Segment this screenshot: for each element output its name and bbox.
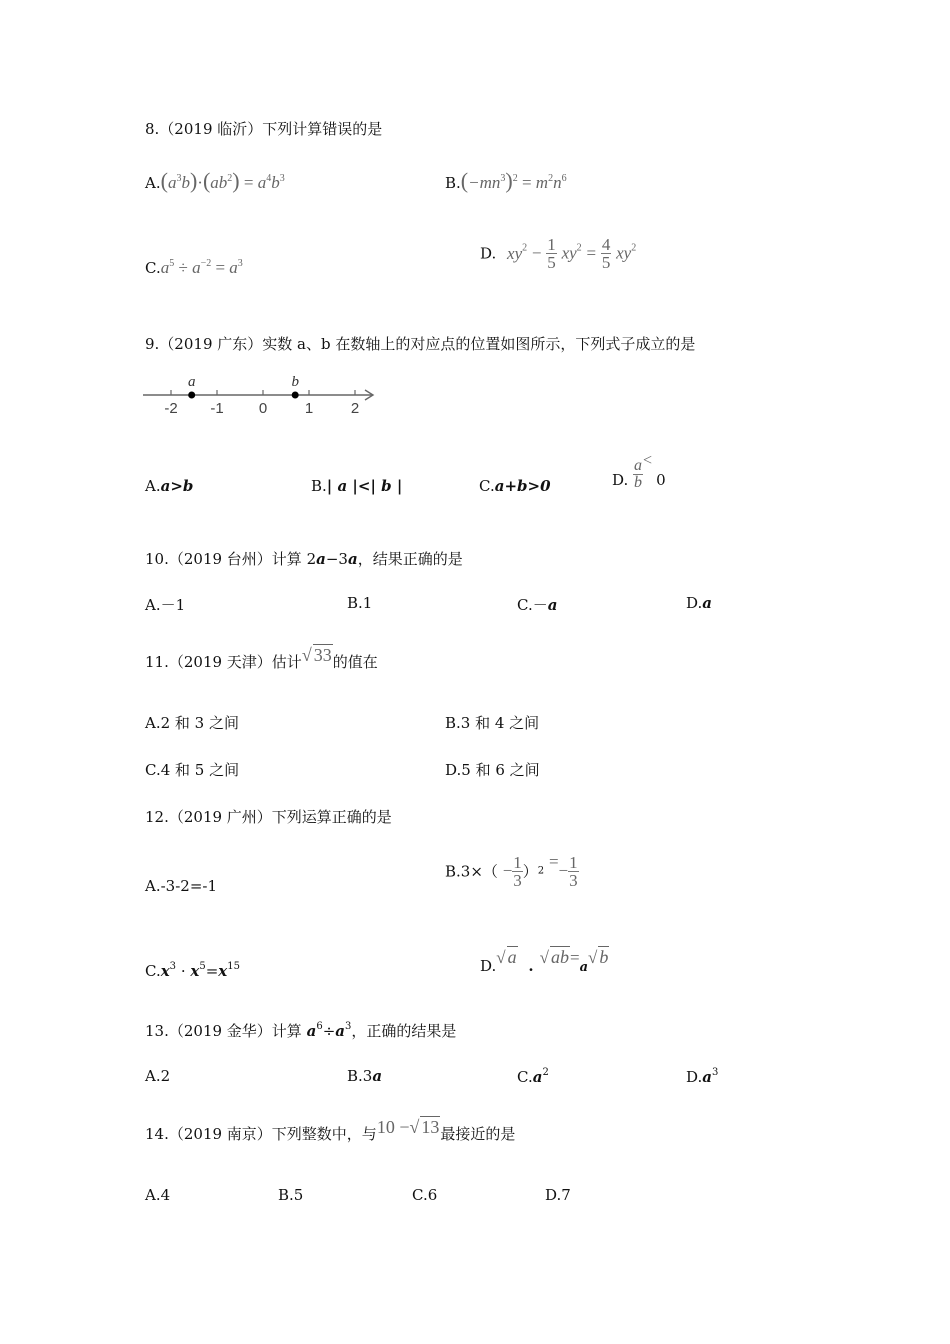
q10-option-d[interactable]: D.a bbox=[686, 594, 712, 612]
q9-d-label: D. bbox=[612, 471, 629, 489]
axis-tick-label: 1 bbox=[304, 400, 314, 417]
axis-tick-label: 0 bbox=[258, 400, 268, 417]
q13-option-b[interactable]: B.3a bbox=[347, 1067, 383, 1085]
q12-stem: 12.（2019 广州）下列运算正确的是 bbox=[145, 808, 392, 826]
q8-stem: 8.（2019 临沂）下列计算错误的是 bbox=[145, 120, 383, 138]
sqrt: √ a bbox=[496, 947, 517, 967]
q14-stem: 14.（2019 南京）下列整数中，与10 −√ 13最接近的是 bbox=[145, 1117, 516, 1143]
q11-option-d[interactable]: D.5 和 6 之间 bbox=[445, 761, 540, 779]
q13-option-d[interactable]: $D.a^3$ bbox=[686, 1067, 719, 1086]
q13-stem: 13.（2019 金华）计算 $a^6\div a^3$，正确的结果是 bbox=[145, 1021, 457, 1040]
q8-c-label: C. bbox=[145, 259, 161, 277]
q11-option-c[interactable]: C.4 和 5 之间 bbox=[145, 761, 240, 779]
q9-b-label: B. bbox=[311, 477, 327, 495]
q8-option-c[interactable]: $C.a^5 \div a^{-2} = a^3$ bbox=[145, 258, 243, 277]
q8-option-a[interactable]: $A.(a^3b)\cdot(ab^2) = a^4b^3$ bbox=[145, 168, 285, 193]
fraction: $\frac{1}{3}$ bbox=[513, 852, 522, 890]
number-line bbox=[140, 370, 380, 420]
q14-option-d[interactable]: D.7 bbox=[545, 1186, 571, 1204]
q8-b-label: B. bbox=[445, 174, 461, 192]
q12-option-c[interactable]: $C.x^3 \cdot x^5=x^{15}$ bbox=[145, 961, 240, 980]
q10-stem: 10.（2019 台州）计算 2a−3a，结果正确的是 bbox=[145, 550, 463, 568]
sqrt: √ 13 bbox=[409, 1117, 440, 1137]
q9-option-d[interactable]: D. $\frac{a}{b}$ <0 bbox=[612, 452, 666, 491]
q9-option-c[interactable]: C.a+b>0 bbox=[479, 477, 551, 495]
q9-c-label: C. bbox=[479, 477, 495, 495]
q10-option-b[interactable]: B.1 bbox=[347, 594, 373, 612]
q14-option-c[interactable]: C.6 bbox=[412, 1186, 438, 1204]
point-a-dot bbox=[188, 392, 195, 399]
q8-d-label: D. bbox=[480, 244, 497, 263]
fraction: $\frac{1}{5}$ bbox=[547, 235, 556, 272]
q9-option-a[interactable]: A.a>b bbox=[145, 477, 194, 495]
q8-a-label: A. bbox=[145, 174, 161, 192]
fraction: $\frac{a}{b}$ bbox=[634, 457, 643, 491]
q10-option-a[interactable]: A.－1 bbox=[145, 596, 186, 614]
sqrt: √ ab bbox=[539, 947, 569, 967]
q8-option-d[interactable]: D. $xy^2$ − $\frac{1}{5}$ $xy^2$ = $\frac{4}{5}$ $xy^2$ bbox=[480, 235, 637, 272]
q12-option-d[interactable]: D.√ a . √ ab=a√ b bbox=[480, 947, 609, 975]
q14-option-b[interactable]: B.5 bbox=[278, 1186, 304, 1204]
fraction: $\frac{4}{5}$ bbox=[601, 235, 611, 272]
axis-tick-label: -1 bbox=[210, 400, 224, 417]
q11-option-a[interactable]: A.2 和 3 之间 bbox=[145, 714, 239, 732]
q8-option-b[interactable]: $B.(-mn^3)^2 = m^2n^6$ bbox=[445, 168, 567, 193]
q9-option-b[interactable]: B.| a |<| b | bbox=[311, 477, 403, 495]
q12-option-b[interactable]: B.3×（ − $\frac{1}{3}$ ）2 =− $\frac{1}{3}$ bbox=[445, 852, 578, 890]
fraction: $\frac{1}{3}$ bbox=[569, 852, 578, 890]
q12-option-a[interactable]: A.-3-2=-1 bbox=[145, 877, 218, 895]
q14-option-a[interactable]: A.4 bbox=[145, 1186, 171, 1204]
q13-option-a[interactable]: A.2 bbox=[145, 1067, 171, 1085]
q11-option-b[interactable]: B.3 和 4 之间 bbox=[445, 714, 540, 732]
point-b-dot bbox=[292, 392, 299, 399]
sqrt: √ b bbox=[588, 947, 609, 967]
sqrt: √ 33 bbox=[301, 645, 332, 665]
axis-tick-label: -2 bbox=[164, 400, 178, 417]
point-b-label: b bbox=[291, 374, 299, 390]
point-a-label: a bbox=[187, 374, 196, 390]
q9-a-label: A. bbox=[145, 477, 161, 495]
q13-option-c[interactable]: $C.a^2$ bbox=[517, 1067, 549, 1086]
q9-stem: 9.（2019 广东）实数 a、b 在数轴上的对应点的位置如图所示，下列式子成立的是 bbox=[145, 335, 696, 353]
q10-option-c[interactable]: C.－a bbox=[517, 596, 558, 614]
axis-tick-label: 2 bbox=[350, 400, 360, 417]
q11-stem: 11.（2019 天津）估计√ 33的值在 bbox=[145, 645, 378, 671]
